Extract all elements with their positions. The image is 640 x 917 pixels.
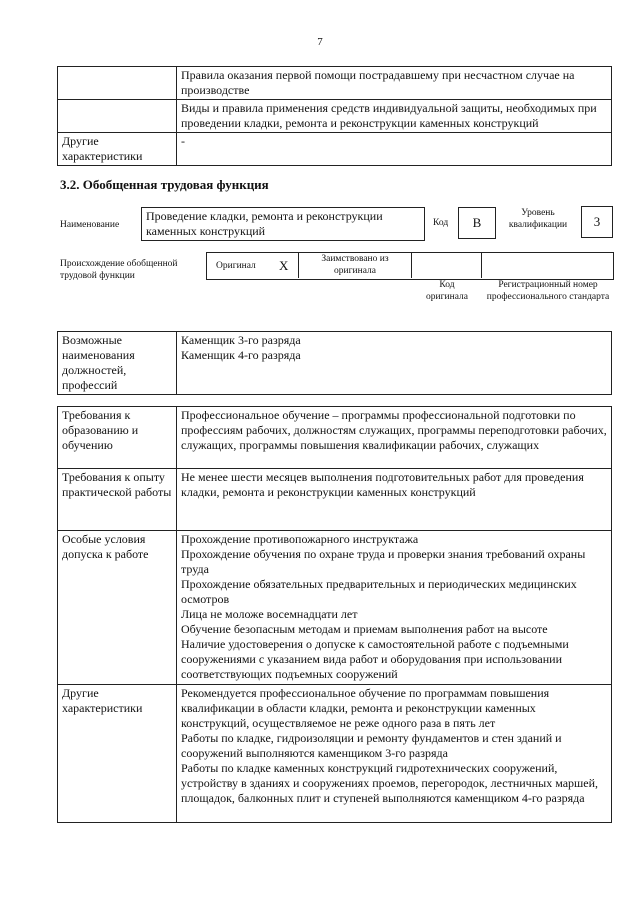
table-row — [58, 67, 612, 100]
divider — [481, 252, 482, 278]
row-label: Особые условия допуска к работе — [58, 531, 177, 685]
code-original-label: Код оригинала — [426, 280, 468, 302]
characteristic-item: Работы по кладке каменных конструкций гидротехнических сооружений, устройству в зданиях и сооружениях проемов, перегородок, лестничных маршей, площадок, балконных плит и ступеней выполняются каменщиком 4-го разряда — [181, 761, 599, 805]
origin-label: Происхождение обобщенной трудовой функции — [60, 259, 178, 281]
table-row — [58, 531, 612, 685]
requirements-table — [57, 406, 612, 823]
row-label — [58, 67, 177, 100]
origin-grid — [206, 252, 614, 280]
row-label: Требования к опыту практической работы — [58, 469, 177, 531]
condition-item: Наличие удостоверения о допуске к самостоятельной работе с подъемными сооружениями с указанием вида работ и оборудования при использовании соответствующих подъемных сооружений — [181, 637, 569, 681]
row-value: Виды и правила применения средств индивидуальной защиты, необходимых при проведении кладки, ремонта и реконструкции каменных конструкций — [177, 100, 612, 133]
condition-item: Прохождение противопожарного инструктажа — [181, 532, 419, 546]
original-mark: X — [279, 258, 289, 273]
code-label: Код — [433, 218, 449, 228]
row-value: Не менее шести месяцев выполнения подготовительных работ для проведения кладки, ремонта и реконструкции каменных конструкций — [177, 469, 612, 531]
top-table — [57, 66, 612, 166]
level-value: 3 — [593, 214, 601, 229]
table-row — [58, 133, 612, 166]
condition-item: Обучение безопасным методам и приемам выполнения работ на высоте — [181, 622, 548, 636]
original-label: Оригинал — [216, 261, 256, 271]
row-value: Правила оказания первой помощи пострадавшему при несчастном случае на производстве — [177, 67, 612, 100]
characteristic-item: Рекомендуется профессиональное обучение по программам повышения квалификации в области кладки, ремонта и реконструкции каменных конструкций, осуществляемое не реже одного раза в пять лет — [181, 686, 550, 730]
condition-item: Прохождение обучения по охране труда и проверки знания требований охраны труда — [181, 547, 586, 576]
name-value-box — [141, 207, 425, 241]
row-value — [177, 332, 612, 395]
code-value-box — [458, 207, 496, 239]
characteristic-item: Работы по кладке, гидроизоляции и ремонту фундаментов и стен зданий и сооружений выполняются каменщиком 3-го разряда — [181, 731, 562, 760]
positions-table — [57, 331, 612, 395]
condition-item: Лица не моложе восемнадцати лет — [181, 607, 358, 621]
level-label: Уровень квалификации — [508, 208, 568, 230]
row-value: Профессиональное обучение – программы профессиональной подготовки по профессиям рабочих, должностям служащих, программы переподготовки рабочих, служащих, программы повышения квалификации рабочих, служащих — [177, 407, 612, 469]
row-label: Другие характеристики — [58, 133, 177, 166]
condition-item: Прохождение обязательных предварительных и периодических медицинских осмотров — [181, 577, 577, 606]
row-value — [177, 531, 612, 685]
position-item: Каменщик 3-го разряда — [181, 333, 301, 347]
name-value: Проведение кладки, ремонта и реконструкции каменных конструкций — [146, 209, 383, 238]
code-value: B — [472, 215, 482, 230]
table-row — [58, 469, 612, 531]
divider — [411, 252, 412, 278]
name-label: Наименование — [60, 220, 120, 230]
table-row — [58, 100, 612, 133]
section-title: 3.2. Обобщенная трудовая функция — [60, 177, 269, 192]
row-value: - — [177, 133, 612, 166]
table-row — [58, 685, 612, 823]
row-label: Возможные наименования должностей, профессий — [58, 332, 177, 395]
row-label: Другие характеристики — [58, 685, 177, 823]
page-number: 7 — [317, 36, 323, 48]
table-row — [58, 407, 612, 469]
row-label — [58, 100, 177, 133]
divider — [298, 252, 299, 278]
borrowed-label: Заимствовано из оригинала — [321, 254, 389, 276]
row-label: Требования к образованию и обучению — [58, 407, 177, 469]
level-value-box — [581, 206, 613, 238]
table-row — [58, 332, 612, 395]
reg-number-label: Регистрационный номер профессионального стандарта — [486, 280, 610, 302]
row-value — [177, 685, 612, 823]
position-item: Каменщик 4-го разряда — [181, 348, 301, 362]
